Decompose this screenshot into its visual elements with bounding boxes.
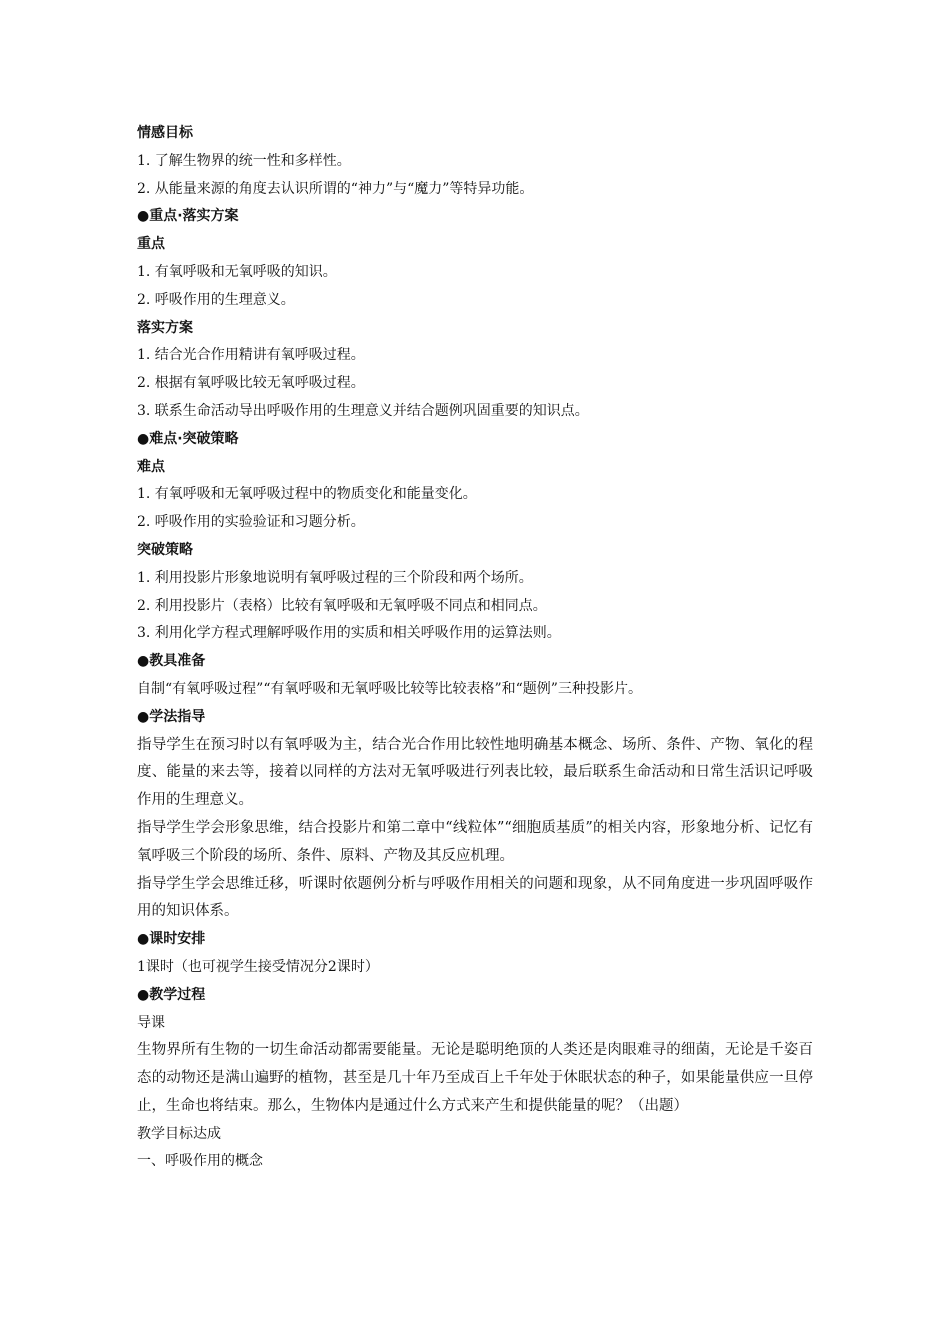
method-paragraph: 指导学生学会思维迁移，听课时依题例分析与呼吸作用相关的问题和现象，从不同角度进一步巩固呼吸作用的知识体系。: [137, 875, 813, 920]
materials-text: 自制“有氧呼吸过程”“有氧呼吸和无氧呼吸比较等比较表格”和“题例”三种投影片。: [137, 680, 642, 697]
affective-goal-heading: 情感目标: [137, 125, 193, 141]
implementation-item: 3. 联系生命活动导出呼吸作用的生理意义并结合题例巩固重要的知识点。: [137, 402, 589, 419]
goal-achieve-label: 教学目标达成: [137, 1125, 221, 1142]
materials-heading: ●教具准备: [137, 653, 206, 670]
key-item: 2. 呼吸作用的生理意义。: [137, 291, 295, 308]
intro-label: 导课: [137, 1014, 165, 1031]
method-paragraph: 指导学生学会形象思维，结合投影片和第二章中“线粒体”“细胞质基质”的相关内容，形象地分析、记忆有氧呼吸三个阶段的场所、条件、原料、产物及其反应机理。: [137, 819, 813, 864]
strategy-item: 1. 利用投影片形象地说明有氧呼吸过程的三个阶段和两个场所。: [137, 569, 533, 586]
strategy-item: 2. 利用投影片（表格）比较有氧呼吸和无氧呼吸不同点和相同点。: [137, 597, 547, 614]
difficulty-heading: 难点: [137, 458, 165, 475]
key-heading: 重点: [137, 236, 165, 253]
difficulty-item: 1. 有氧呼吸和无氧呼吸过程中的物质变化和能量变化。: [137, 486, 477, 503]
affective-goal-item: 1. 了解生物界的统一性和多样性。: [137, 152, 351, 169]
method-paragraph: 指导学生在预习时以有氧呼吸为主，结合光合作用比较性地明确基本概念、场所、条件、产物、氧化的程度、能量的来去等，接着以同样的方法对无氧呼吸进行列表比较，最后联系生命活动和日常生活识记呼吸作用的生理意义。: [137, 736, 813, 809]
difficulty-item: 2. 呼吸作用的实验验证和习题分析。: [137, 514, 365, 531]
key-item: 1. 有氧呼吸和无氧呼吸的知识。: [137, 263, 337, 280]
strategy-heading: 突破策略: [137, 541, 193, 558]
schedule-text: 1课时（也可视学生接受情况分2课时）: [137, 958, 379, 975]
strategy-item: 3. 利用化学方程式理解呼吸作用的实质和相关呼吸作用的运算法则。: [137, 625, 561, 642]
process-heading: ●教学过程: [137, 986, 206, 1003]
schedule-heading: ●课时安排: [137, 931, 206, 948]
implementation-item: 2. 根据有氧呼吸比较无氧呼吸过程。: [137, 375, 365, 392]
implementation-item: 1. 结合光合作用精讲有氧呼吸过程。: [137, 347, 365, 364]
method-heading: ●学法指导: [137, 708, 206, 725]
intro-paragraph: 生物界所有生物的一切生命活动都需要能量。无论是聪明绝顶的人类还是肉眼难寻的细菌，无论是千姿百态的动物还是满山遍野的植物，甚至是几十年乃至成百上千年处于休眠状态的种子，如果能量供应一旦停止，生命也将结束。那么，生物体内是通过什么方式来产生和提供能量的呢？（出题）: [137, 1042, 813, 1114]
concept-heading: 一、呼吸作用的概念: [137, 1153, 263, 1170]
key-points-section-heading: ●重点·落实方案: [137, 208, 239, 225]
affective-goal-item: 2. 从能量来源的角度去认识所谓的“神力”与“魔力”等特异功能。: [137, 180, 534, 197]
document-page: [137, 120, 813, 1176]
implementation-heading: 落实方案: [137, 319, 193, 336]
difficulty-section-heading: ●难点·突破策略: [137, 430, 239, 447]
